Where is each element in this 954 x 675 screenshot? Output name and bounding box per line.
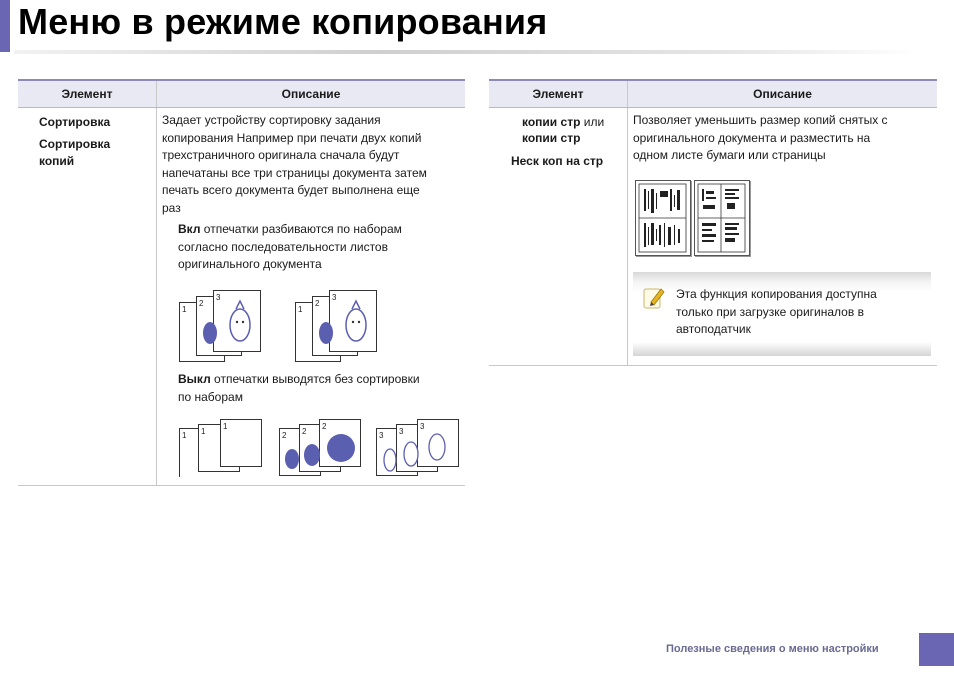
page-number: 3 xyxy=(399,427,404,436)
two-up-page-icon xyxy=(636,181,690,255)
page-number: 1 xyxy=(182,431,187,440)
page-number: 2 xyxy=(322,422,327,431)
note-line: автоподатчик xyxy=(676,322,751,336)
element-name-nup xyxy=(489,108,627,146)
carrot-icon xyxy=(279,424,379,484)
description-text xyxy=(157,108,465,217)
page-number: 2 xyxy=(282,431,287,440)
element-name-collate-copies xyxy=(39,136,156,170)
element-name-line: Сортировка xyxy=(39,137,111,151)
option-on-label: Вкл xyxy=(178,222,201,236)
element-name-multi-copies: Неск коп на стр xyxy=(511,154,604,168)
desc-line: печать всего документа будет выполнена еще xyxy=(162,183,420,197)
element-name-line: копий xyxy=(39,154,75,168)
page-number: 1 xyxy=(223,422,228,431)
title-accent-bar xyxy=(0,0,10,52)
radish-icon xyxy=(376,420,466,480)
desc-line: трехстраничного оригинала сначала будут xyxy=(162,148,400,162)
page-number: 1 xyxy=(201,427,206,436)
desc-line: копирования Например при печати двух копий xyxy=(162,130,422,145)
page-title: Меню в режиме копирования xyxy=(18,1,548,42)
description-text xyxy=(628,108,937,165)
element-name-line: копии стр xyxy=(522,115,581,129)
column-header-description: Описание xyxy=(157,80,466,108)
option-on-text xyxy=(157,217,465,274)
note-line: только при загрузке оригиналов в xyxy=(676,304,864,319)
four-up-page-icon xyxy=(695,181,749,255)
note-box xyxy=(633,272,931,356)
two-up-illustration xyxy=(635,180,691,256)
page-number: 2 xyxy=(302,427,307,436)
desc-line: одном листе бумаги или страницы xyxy=(633,148,826,162)
element-name-or: или xyxy=(583,115,605,129)
element-cell xyxy=(18,108,157,486)
element-cell xyxy=(489,108,628,366)
option-off-label: Выкл xyxy=(178,372,211,386)
option-on-line: отпечатки разбиваются по наборам xyxy=(200,222,402,236)
note-text xyxy=(676,286,926,339)
page-number: 1 xyxy=(182,305,187,314)
element-name-collate: Сортировка xyxy=(39,115,111,129)
page-number: 1 xyxy=(298,305,303,314)
carrot-icon xyxy=(201,316,221,346)
page-number: 2 xyxy=(199,299,204,308)
desc-line: раз xyxy=(162,200,181,215)
four-up-illustration xyxy=(694,180,750,256)
column-header-element: Элемент xyxy=(18,80,157,108)
desc-line: Задает устройству сортировку задания xyxy=(162,113,381,127)
option-off-line: по наборам xyxy=(178,389,243,404)
desc-line: оригинального документа и разместить на xyxy=(633,130,871,145)
element-name-line: копии стр xyxy=(522,131,581,145)
page-number: 3 xyxy=(216,293,221,302)
note-line: Эта функция копирования доступна xyxy=(676,287,877,301)
column-header-description: Описание xyxy=(628,80,938,108)
footer-section-link[interactable]: Полезные сведения о меню настройки xyxy=(666,643,879,655)
desc-line: Позволяет уменьшить размер копий снятых с xyxy=(633,113,888,127)
note-pencil-icon xyxy=(642,285,666,311)
option-off-text xyxy=(178,371,463,406)
page-number-badge xyxy=(919,633,954,666)
column-header-element: Элемент xyxy=(489,80,628,108)
desc-line: напечатаны все три страницы документа затем xyxy=(162,165,427,180)
page-number: 2 xyxy=(315,299,320,308)
page-number: 3 xyxy=(379,431,384,440)
page-number: 3 xyxy=(332,293,337,302)
option-off-line: отпечатки выводятся без сортировки xyxy=(210,372,420,386)
option-on-line: оригинального документа xyxy=(178,257,322,271)
title-underline xyxy=(14,50,919,54)
option-on-line: согласно последовательности листов xyxy=(178,239,388,254)
page-thumbnail xyxy=(220,419,262,467)
carrot-icon xyxy=(317,316,337,346)
page-number: 3 xyxy=(420,422,425,431)
